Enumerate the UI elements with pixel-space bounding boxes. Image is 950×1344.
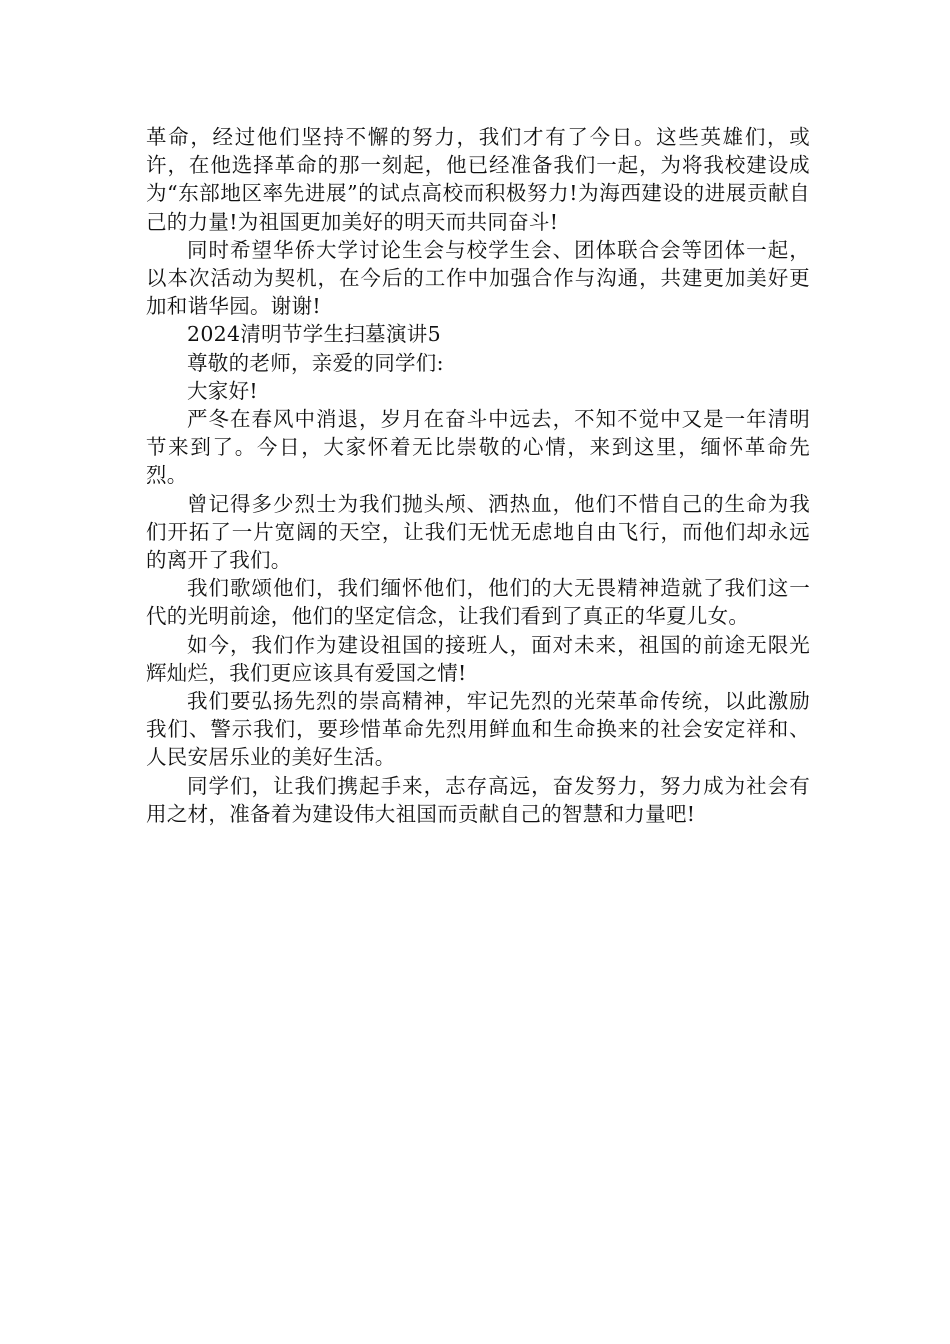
paragraph-opening: 严冬在春风中消退，岁月在奋斗中远去，不知不觉中又是一年清明节来到了。今日，大家怀着无比崇敬的心情，来到这里，缅怀革命先烈。	[146, 407, 810, 488]
speech-title: 2024清明节学生扫墓演讲5	[187, 322, 441, 347]
paragraph-praise: 我们歌颂他们，我们缅怀他们，他们的大无畏精神造就了我们这一代的光明前途，他们的坚定信念，让我们看到了真正的华夏儿女。	[146, 576, 810, 629]
paragraph-call-to-action: 同学们，让我们携起手来，志存高远，奋发努力，努力成为社会有用之材，准备着为建设伟大祖国而贡献自己的智慧和力量吧!	[146, 773, 810, 826]
speech-greeting: 大家好!	[187, 378, 258, 403]
document-body	[146, 123, 810, 828]
paragraph-spirit: 我们要弘扬先烈的崇高精神，牢记先烈的光荣革命传统，以此激励我们、警示我们，要珍惜革命先烈用鲜血和生命换来的社会安定祥和、人民安居乐业的美好生活。	[146, 689, 810, 770]
paragraph-continuation: 革命，经过他们坚持不懈的努力，我们才有了今日。这些英雄们，或许，在他选择革命的那一刻起，他已经准备我们一起，为将我校建设成为“东部地区率先进展”的试点高校而积极努力!为海西建设的进展贡献自己的力量!为祖国更加美好的明天而共同奋斗!	[146, 125, 810, 234]
paragraph-closing-wish: 同时希望华侨大学讨论生会与校学生会、团体联合会等团体一起，以本次活动为契机，在今后的工作中加强合作与沟通，共建更加美好更加和谐华园。谢谢!	[146, 237, 810, 319]
paragraph-remembrance: 曾记得多少烈士为我们抛头颅、洒热血，他们不惜自己的生命为我们开拓了一片宽阔的天空，让我们无忧无虑地自由飞行，而他们却永远的离开了我们。	[146, 491, 810, 573]
paragraph-future: 如今，我们作为建设祖国的接班人，面对未来，祖国的前途无限光辉灿烂，我们更应该具有爱国之情!	[146, 632, 810, 685]
speech-salutation: 尊敬的老师，亲爱的同学们:	[187, 350, 444, 375]
